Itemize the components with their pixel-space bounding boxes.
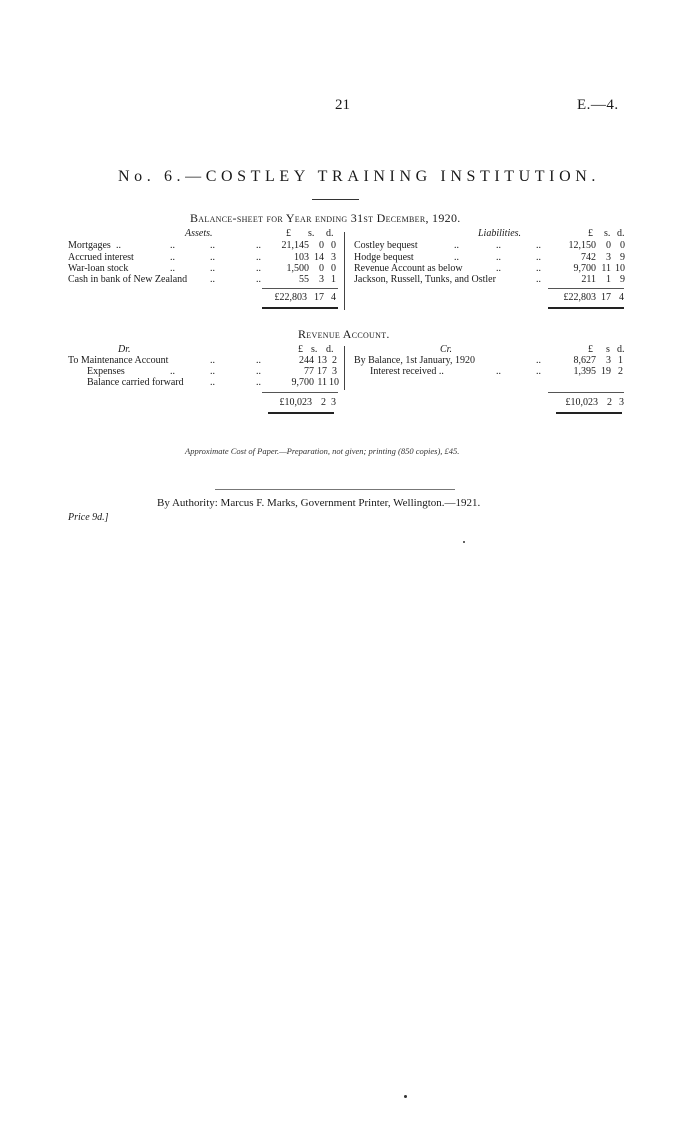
asset-label: Cash in bank of New Zealand — [68, 274, 188, 285]
liability-row: Jackson, Russell, Tunks, and Ostler .. 211 1 9 — [354, 274, 625, 285]
liability-pence: 9 — [620, 274, 625, 285]
debit-pounds: 244 — [299, 355, 314, 366]
asset-row: Accrued interest .. .. .. 103 14 3 — [68, 252, 336, 263]
liability-pounds: 9,700 — [573, 263, 596, 274]
credit-pounds: 1,395 — [573, 366, 596, 377]
debit-pounds: 9,700 — [291, 377, 314, 388]
assets-s-header: s. — [308, 228, 315, 239]
debit-pence: 2 — [332, 355, 337, 366]
debits-total-rule-bottom — [268, 412, 334, 414]
liability-pence: 0 — [620, 240, 625, 251]
liability-shillings: 11 — [601, 263, 611, 274]
document-reference: E.—4. — [577, 97, 619, 113]
liability-row: Costley bequest .. .. .. 12,150 0 0 — [354, 240, 625, 251]
document-title: No. 6.—COSTLEY TRAINING INSTITUTION. — [118, 168, 601, 185]
revenue-account-heading: Revenue Account. — [298, 327, 390, 341]
liability-pounds: 12,150 — [568, 240, 596, 251]
debit-row: Balance carried forward .. .. 9,700 11 10 — [87, 377, 339, 388]
debit-row: Expenses .. .. .. 77 17 3 — [87, 366, 337, 377]
liability-pence: 10 — [615, 263, 625, 274]
debit-pounds: 77 — [304, 366, 314, 377]
assets-total-shillings: 17 — [314, 292, 324, 303]
liability-row: Hodge bequest .. .. .. 742 3 9 — [354, 252, 625, 263]
credit-label: By Balance, 1st January, 1920 — [354, 355, 475, 366]
credit-row: Interest received .. .. .. 1,395 19 2 — [370, 366, 623, 377]
assets-total-pence: 4 — [331, 292, 336, 303]
liability-pounds: 742 — [581, 252, 596, 263]
print-speck — [404, 1095, 407, 1098]
liabilities-s-header: s. — [604, 228, 611, 239]
liability-label: Jackson, Russell, Tunks, and Ostler — [354, 274, 496, 285]
cr-label: Cr. — [440, 344, 452, 355]
credit-pence: 2 — [618, 366, 623, 377]
cr-pound-header: £ — [588, 344, 593, 355]
asset-pence: 1 — [331, 274, 336, 285]
dr-s-header: s. — [311, 344, 318, 355]
debits-total-pounds: £10,023 — [279, 397, 312, 408]
assets-total-pounds: £22,803 — [274, 292, 307, 303]
liability-pence: 9 — [620, 252, 625, 263]
dr-pound-header: £ — [298, 344, 303, 355]
asset-pounds: 103 — [294, 252, 309, 263]
asset-row: War-loan stock .. .. .. 1,500 0 0 — [68, 263, 336, 274]
credits-total-rule-bottom — [556, 412, 622, 414]
credit-shillings: 19 — [601, 366, 611, 377]
assets-label: Assets. — [185, 228, 213, 239]
cr-s-header: s — [606, 344, 610, 355]
liability-row: Revenue Account as below .. .. 9,700 11 10 — [354, 263, 625, 274]
debits-total-shillings: 2 — [321, 397, 326, 408]
asset-pence: 3 — [331, 252, 336, 263]
debit-pence: 10 — [329, 377, 339, 388]
debit-shillings: 13 — [317, 355, 327, 366]
debit-label: Balance carried forward — [87, 377, 184, 388]
credit-row: By Balance, 1st January, 1920 .. 8,627 3 1 — [354, 355, 623, 366]
liabilities-total-shillings: 17 — [601, 292, 611, 303]
asset-shillings: 0 — [319, 240, 324, 251]
debit-label: To Maintenance Account — [68, 355, 169, 366]
debit-pence: 3 — [332, 366, 337, 377]
asset-pence: 0 — [331, 263, 336, 274]
debit-row: To Maintenance Account .. .. 244 13 2 — [68, 355, 337, 366]
asset-pounds: 1,500 — [286, 263, 309, 274]
authority-line: By Authority: Marcus F. Marks, Government Printer, Wellington.—1921. — [157, 497, 481, 509]
debits-total-pence: 3 — [331, 397, 336, 408]
credit-label: Interest received .. — [370, 366, 444, 377]
credit-pounds: 8,627 — [573, 355, 596, 366]
debit-shillings: 17 — [317, 366, 327, 377]
asset-label: Accrued interest — [68, 252, 134, 263]
assets-d-header: d. — [326, 228, 334, 239]
footer-divider — [215, 489, 455, 490]
liabilities-total-pounds: £22,803 — [563, 292, 596, 303]
credits-total-shillings: 2 — [607, 397, 612, 408]
asset-row: Mortgages .. .. .. .. 21,145 0 0 — [68, 240, 336, 251]
asset-shillings: 14 — [314, 252, 324, 263]
credits-total-pounds: £10,023 — [565, 397, 598, 408]
asset-row: Cash in bank of New Zealand .. .. 55 3 1 — [68, 274, 336, 285]
credit-shillings: 3 — [606, 355, 611, 366]
price: Price 9d.] — [68, 512, 109, 523]
liability-shillings: 0 — [606, 240, 611, 251]
asset-shillings: 3 — [319, 274, 324, 285]
liability-label: Revenue Account as below — [354, 263, 463, 274]
asset-label: Mortgages — [68, 240, 111, 251]
liability-shillings: 3 — [606, 252, 611, 263]
debits-total-rule-top — [262, 392, 338, 393]
credit-pence: 1 — [618, 355, 623, 366]
liabilities-total-pence: 4 — [619, 292, 624, 303]
balance-sheet-heading: Balance-sheet for Year ending 31st December, 1920. — [190, 211, 461, 225]
liabilities-d-header: d. — [617, 228, 625, 239]
debit-label: Expenses — [87, 366, 125, 377]
revenue-account-divider — [344, 346, 345, 390]
cr-d-header: d. — [617, 344, 625, 355]
dr-label: Dr. — [118, 344, 131, 355]
credits-total-rule-top — [548, 392, 624, 393]
debit-shillings: 11 — [317, 377, 327, 388]
asset-label: War-loan stock — [68, 263, 129, 274]
asset-pence: 0 — [331, 240, 336, 251]
cost-note: Approximate Cost of Paper.—Preparation, not given; printing (850 copies), £45. — [185, 446, 460, 456]
page-number: 21 — [335, 97, 350, 113]
asset-pounds: 21,145 — [281, 240, 309, 251]
credits-total-pence: 3 — [619, 397, 624, 408]
print-speck — [463, 541, 465, 543]
liability-pounds: 211 — [581, 274, 596, 285]
liability-shillings: 1 — [606, 274, 611, 285]
liabilities-label: Liabilities. — [478, 228, 522, 239]
asset-shillings: 0 — [319, 263, 324, 274]
assets-pound-header: £ — [286, 228, 291, 239]
liability-label: Hodge bequest — [354, 252, 414, 263]
liabilities-pound-header: £ — [588, 228, 593, 239]
liability-label: Costley bequest — [354, 240, 418, 251]
asset-pounds: 55 — [299, 274, 309, 285]
dr-d-header: d. — [326, 344, 334, 355]
